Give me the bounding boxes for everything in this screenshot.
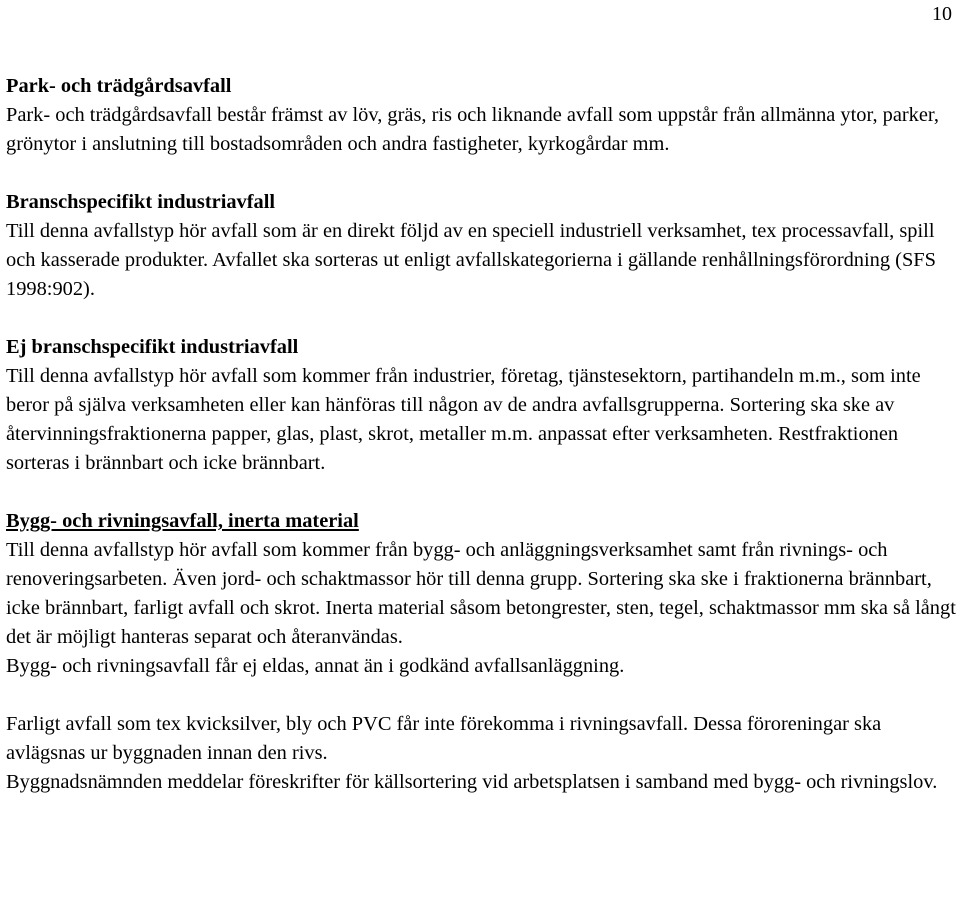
section-heading: Branschspecifikt industriavfall bbox=[6, 191, 276, 213]
section-branschspecifikt-industriavfall bbox=[6, 188, 956, 304]
blank-line bbox=[6, 681, 956, 710]
document-body bbox=[6, 72, 956, 826]
section-paragraph: Park- och trädgårdsavfall består främst av löv, gräs, ris och liknande avfall som uppstår från allmänna ytor, parker, grönytor i anslutning till bostadsområden och andra fastigheter, kyrkogårdar mm. bbox=[6, 104, 939, 155]
section-heading: Ej branschspecifikt industriavfall bbox=[6, 336, 299, 358]
page-number: 10 bbox=[932, 3, 952, 25]
section-heading: Park- och trädgårdsavfall bbox=[6, 75, 232, 97]
section-paragraph: Farligt avfall som tex kvicksilver, bly och PVC får inte förekomma i rivningsavfall. Dessa föroreningar ska avlägsnas ur byggnaden innan den rivs. bbox=[6, 713, 882, 764]
section-paragraph: Till denna avfallstyp hör avfall som kommer från industrier, företag, tjänstesektorn, partihandeln m.m., som inte beror på själva verksamheten eller kan hänföras till någon av de andra avfallsgrupperna. Sortering ska ske av återvinningsfraktionerna papper, glas, plast, skrot, metaller m.m. anpassat efter verksamheten. Restfraktionen sorteras i brännbart och icke brännbart. bbox=[6, 365, 921, 474]
section-paragraph: Till denna avfallstyp hör avfall som kommer från bygg- och anläggningsverksamhet samt från rivnings- och renoveringsarbeten. Även jord- och schaktmassor hör till denna grupp. Sortering ska ske i fraktionerna brännbart, icke brännbart, farligt avfall och skrot. Inerta material såsom betongrester, sten, tegel, schaktmassor mm ska så långt det är möjligt hanteras separat och återanvändas. bbox=[6, 539, 956, 648]
section-paragraph: Till denna avfallstyp hör avfall som är en direkt följd av en speciell industriell verksamhet, tex processavfall, spill och kasserade produkter. Avfallet ska sorteras ut enligt avfallskategorierna i gällande renhållningsförordning (SFS 1998:902). bbox=[6, 220, 936, 300]
section-paragraph: Byggnadsnämnden meddelar föreskrifter för källsortering vid arbetsplatsen i samband med bygg- och rivningslov. bbox=[6, 771, 938, 793]
section-paragraph: Bygg- och rivningsavfall får ej eldas, annat än i godkänd avfallsanläggning. bbox=[6, 655, 625, 677]
section-park-tradgardsavfall bbox=[6, 72, 956, 159]
section-ej-branschspecifikt-industriavfall bbox=[6, 333, 956, 478]
section-heading: Bygg- och rivningsavfall, inerta material bbox=[6, 510, 359, 532]
section-bygg-rivningsavfall bbox=[6, 507, 956, 797]
